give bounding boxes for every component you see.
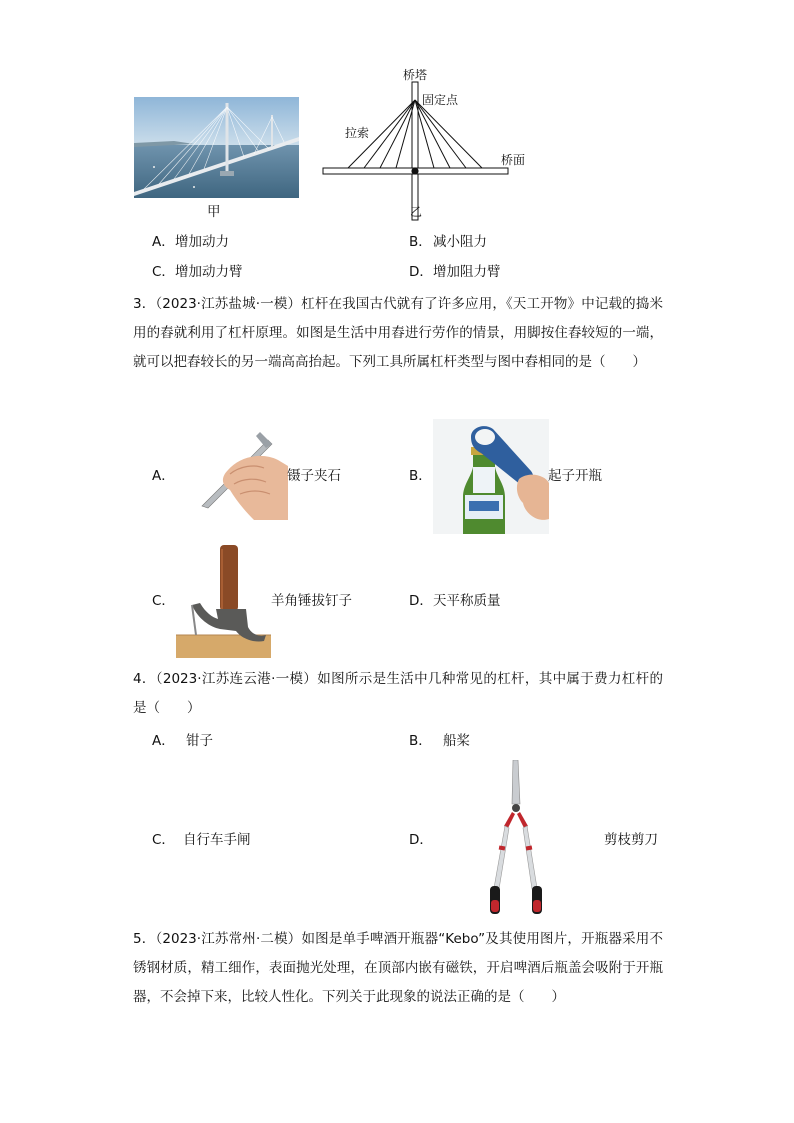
q4-option-d-text: 剪枝剪刀	[604, 832, 658, 848]
q3-option-c-letter: C．	[152, 593, 175, 609]
q4-option-a-text: 钳子	[186, 733, 213, 749]
q2-option-d-text: 增加阻力臂	[433, 264, 501, 280]
q4-option-b-text: 船桨	[443, 733, 470, 749]
q3-option-b-text: 起子开瓶	[548, 468, 602, 484]
q2-option-c-text: 增加动力臂	[175, 264, 243, 280]
q2-option-c-letter: C．	[152, 264, 175, 280]
q3-option-c-text: 羊角锤拔钉子	[271, 593, 352, 609]
q3-option-b-letter: B．	[409, 468, 432, 484]
q4-stem: 4．（2023·江苏连云港·一模）如图所示是生活中几种常见的杠杆，其中属于费力杠杆的是（ ）	[133, 671, 663, 716]
cable-stayed-bridge-diagram	[316, 62, 548, 222]
label-cable: 拉索	[345, 126, 370, 140]
q4-option-c-letter: C．	[152, 832, 175, 848]
bottle-opener-photo	[433, 419, 549, 534]
q3-option-d-letter: D．	[409, 593, 433, 609]
label-deck: 桥面	[501, 153, 526, 167]
tweezers-photo	[200, 430, 288, 520]
q2-option-b-letter: B．	[409, 234, 432, 250]
pruning-shears-photo	[482, 760, 548, 918]
claw-hammer-photo	[176, 543, 271, 658]
q4-option-a-letter: A．	[152, 733, 175, 749]
q2-option-a-letter: A．	[152, 234, 175, 250]
q3-stem: 3．（2023·江苏盐城·一模）杠杆在我国古代就有了许多应用，《天工开物》中记载的捣米用的舂就利用了杠杆原理。如图是生活中用舂进行劳作的情景，用脚按住舂较短的一端，就可以把舂较长的另一端高高抬起。下列工具所属杠杆类型与图中舂相同的是（ ）	[133, 296, 663, 370]
q2-option-a-text: 增加动力	[175, 234, 229, 250]
q4-option-c-text: 自行车手闸	[183, 832, 251, 848]
q2-option-b-text: 减小阻力	[433, 234, 487, 250]
q5-stem: 5．（2023·江苏常州·二模）如图是单手啤酒开瓶器“Kebo”及其使用图片，开瓶器采用不锈钢材质，精工细作，表面抛光处理，在顶部内嵌有磁铁，开启啤酒后瓶盖会吸附于开瓶器，不会掉下来，比较人性化。下列关于此现象的说法正确的是（ ）	[133, 931, 663, 1005]
bridge-photo	[134, 97, 299, 198]
label-fixed-point: 固定点	[422, 93, 459, 107]
label-tower: 桥塔	[403, 68, 428, 82]
q3-option-d-text: 天平称质量	[433, 593, 501, 609]
q4-option-b-letter: B．	[409, 733, 432, 749]
figure-caption-jia: 甲	[207, 204, 221, 220]
figure-caption-yi: 乙	[410, 205, 423, 219]
q4-option-d-letter: D．	[409, 832, 433, 848]
q3-option-a-text: 镊子夹石	[287, 468, 341, 484]
q2-option-d-letter: D．	[409, 264, 433, 280]
q3-option-a-letter: A．	[152, 468, 175, 484]
